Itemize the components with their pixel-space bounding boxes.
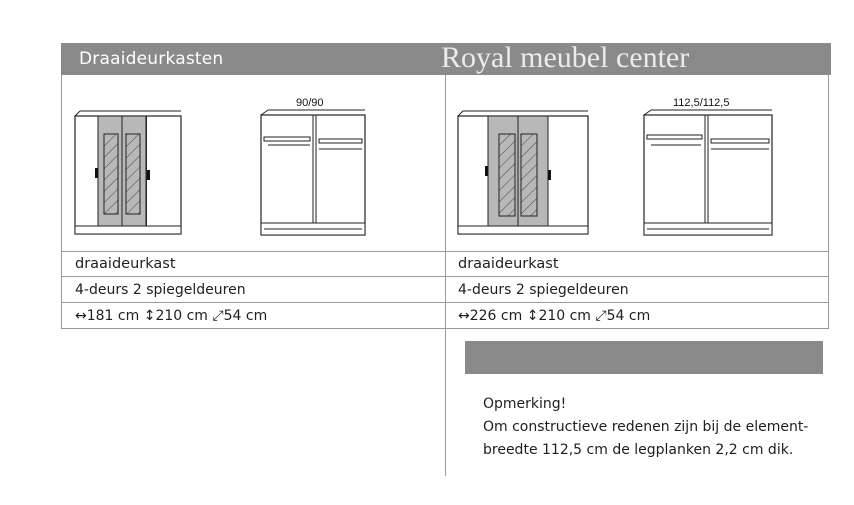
note-line-2: breedte 112,5 cm de legplanken 2,2 cm dik. (483, 442, 794, 458)
height-icon: ↕ (143, 308, 156, 324)
product-description-2: 4-deurs 2 spiegeldeuren (458, 282, 629, 298)
product-name-2: draaideurkast (458, 256, 559, 272)
product-dimensions-2 (458, 308, 650, 324)
table-border-right (828, 75, 829, 328)
wardrobe-interior-drawing-1 (258, 95, 373, 240)
product-description-1: 4-deurs 2 spiegeldeuren (75, 282, 246, 298)
width-value: 181 cm (86, 308, 144, 324)
height-value: 210 cm (155, 308, 213, 324)
width-icon: ↔ (75, 308, 87, 324)
table-border-left (61, 75, 62, 328)
product-name-1: draaideurkast (75, 256, 176, 272)
row-divider-1 (61, 251, 829, 252)
page-title: Draaideurkasten (79, 49, 224, 69)
row-divider-2 (61, 276, 829, 277)
depth-value: 54 cm (223, 308, 268, 324)
depth-icon: ⤢ (212, 308, 224, 324)
row-divider-4 (61, 328, 829, 329)
watermark-logo: Royal meubel center (441, 41, 690, 74)
note-title: Opmerking! (483, 396, 567, 412)
wardrobe-interior-drawing-2 (641, 95, 776, 240)
width-icon: ↔ (458, 308, 470, 324)
width-value: 226 cm (469, 308, 527, 324)
row-divider-3 (61, 302, 829, 303)
note-line-1: Om constructieve redenen zijn bij de element- (483, 419, 809, 435)
header-bar (61, 43, 831, 75)
height-value: 210 cm (538, 308, 596, 324)
wardrobe-front-drawing-1 (74, 108, 184, 238)
product-dimensions-1 (75, 308, 267, 324)
wardrobe-front-drawing-2 (457, 108, 592, 238)
note-header-bar (465, 341, 823, 374)
depth-icon: ⤢ (595, 308, 607, 324)
depth-value: 54 cm (606, 308, 651, 324)
interior-dimension-label: 112,5/112,5 (673, 97, 730, 109)
interior-dimension-label: 90/90 (296, 97, 324, 109)
height-icon: ↕ (526, 308, 539, 324)
